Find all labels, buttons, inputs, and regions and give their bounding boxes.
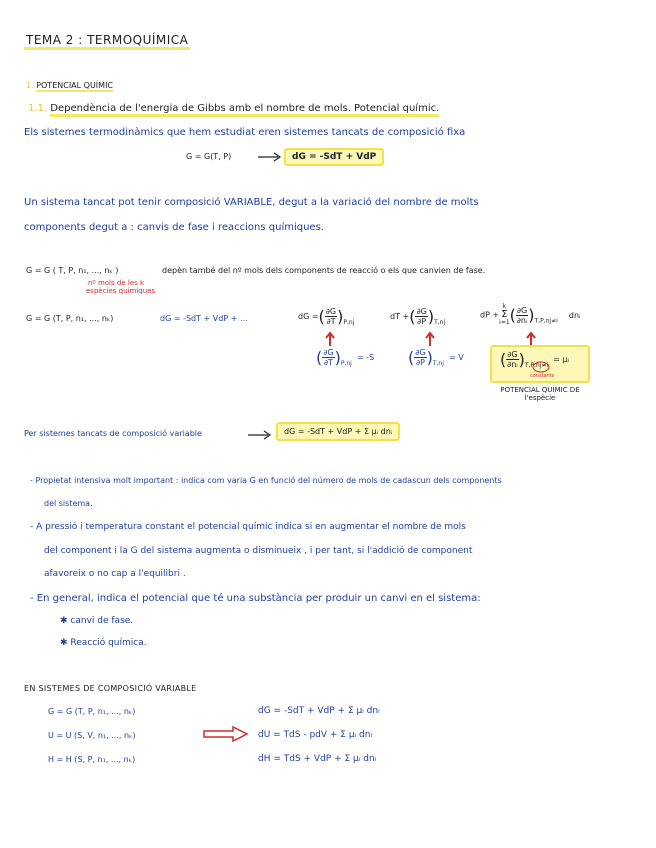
intro-eq-right: dG = -SdT + VdP bbox=[284, 148, 384, 166]
bullet-2-line-2: del component i la G del sistema augmenta o disminueix , i per tant, si l'addició de component bbox=[44, 546, 473, 556]
dependence-note-1: nº mols de les k bbox=[88, 279, 145, 287]
variable-line-1: Un sistema tancat pot tenir composició VARIABLE, degut a la variació del nombre de molts bbox=[24, 197, 479, 208]
systems-right-dg: dG = -SdT + VdP + Σ μᵢ dnᵢ bbox=[258, 706, 380, 716]
variable-line-2: components degut a : canvis de fase i reaccions químiques. bbox=[24, 222, 324, 233]
systems-left-g: G = G (T, P, n₁, ..., nₖ) bbox=[48, 707, 136, 716]
section-heading bbox=[26, 81, 113, 90]
circle-mark-icon bbox=[532, 361, 550, 373]
up-arrow-icon bbox=[425, 332, 435, 346]
differential-eq-left: G = G (T, P, n₁, ..., nₖ) bbox=[26, 314, 114, 323]
partial-term-t: dG =( $\frac{\partial G}{\partial T}$ )$_{P,nj}$ bbox=[298, 307, 355, 326]
right-arrow-icon bbox=[203, 726, 249, 742]
chemical-potential-label: POTENCIAL QUÍMIC DE l'espècie bbox=[500, 386, 580, 402]
intro-eq-left: G = G(T, P) bbox=[186, 152, 232, 161]
closed-systems-text: Per sistemes tancats de composició variable bbox=[24, 429, 202, 438]
systems-right-du: dU = TdS - pdV + Σ μᵢ dnᵢ bbox=[258, 730, 373, 740]
dependence-eq: G = G ( T, P, n₁, ..., nₖ ) bbox=[26, 266, 119, 275]
systems-left-h: H = H (S, P, n₁, ..., nₖ) bbox=[48, 755, 136, 764]
differential-eq-dg: dG = -SdT + VdP + ... bbox=[160, 314, 248, 323]
section-title: POTENCIAL QUÍMIC bbox=[36, 81, 114, 90]
partial-result-v: ( $\frac{\partial G}{\partial P}$ )$_{T,nj} = V$ bbox=[408, 348, 464, 367]
bullet-2-line-1: - A pressió i temperatura constant el potencial químic indica si en augmentar el nombre de mols bbox=[30, 522, 466, 532]
chemical-potential-box: ( $\frac{\partial G}{\text{∂nᵢ}}$ )$_{T,P,nj\ne i}$ = μᵢ constants bbox=[490, 345, 590, 383]
right-arrow-icon bbox=[258, 152, 284, 162]
subsection-heading bbox=[28, 103, 439, 114]
bullet-3-sub-1: ✱ canvi de fase. bbox=[60, 616, 134, 626]
subsection-title: Dependència de l'energia de Gibbs amb el nombre de mols. Potencial químic. bbox=[50, 103, 439, 117]
bullet-3-sub-2: ✱ Reacció química. bbox=[60, 638, 147, 648]
systems-heading: EN SISTEMES DE COMPOSICIÓ VARIABLE bbox=[24, 684, 197, 693]
partial-term-p: dT +( $\frac{\partial G}{\partial P}$ )$_{T,nj}$ bbox=[390, 307, 446, 326]
star-icon: ✱ bbox=[60, 638, 68, 648]
subsection-number: 1.1. bbox=[28, 103, 48, 114]
dependence-text: depèn també del nº mols dels components de reacció o els que canvien de fase. bbox=[162, 266, 486, 275]
partial-result-s: ( $\frac{\partial G}{\partial T}$ )$_{P,nj} = -S$ bbox=[316, 348, 375, 367]
right-arrow-icon bbox=[248, 430, 274, 440]
systems-right-dh: dH = TdS + VdP + Σ μᵢ dnᵢ bbox=[258, 754, 377, 764]
bullet-1-line-1: - Propietat intensiva molt important : indica com varia G en funció del número de mols de cadascun dels components bbox=[30, 476, 502, 485]
bullet-1-line-2: del sistema. bbox=[44, 499, 93, 508]
page-title: TEMA 2 : TERMOQUÍMICA bbox=[24, 33, 190, 50]
bullet-3-line-1: - En general, indica el potencial que té una substància per produir un canvi en el sistema: bbox=[30, 593, 481, 604]
section-number: 1. bbox=[26, 81, 34, 90]
up-arrow-icon bbox=[325, 332, 335, 346]
up-arrow-icon bbox=[526, 332, 536, 346]
intro-line: Els sistemes termodinàmics que hem estudiat eren sistemes tancats de composició fixa bbox=[24, 127, 466, 138]
dependence-note-2: espècies químiques bbox=[86, 287, 156, 295]
partial-term-n: dP + k Σ i=1 ( $\frac{\partial G}{\text{∂nᵢ}}$ )$_{T,P,nj\ne i}$ dnᵢ bbox=[480, 303, 581, 326]
bullet-2-line-3: afavoreix o no cap a l'equilibri . bbox=[44, 569, 186, 579]
star-icon: ✱ bbox=[60, 616, 68, 626]
systems-left-u: U = U (S, V, n₁, ..., nₖ) bbox=[48, 731, 136, 740]
constants-note: constants bbox=[530, 373, 555, 379]
closed-systems-eq: dG = -SdT + VdP + Σ μᵢ dnᵢ bbox=[276, 422, 400, 441]
